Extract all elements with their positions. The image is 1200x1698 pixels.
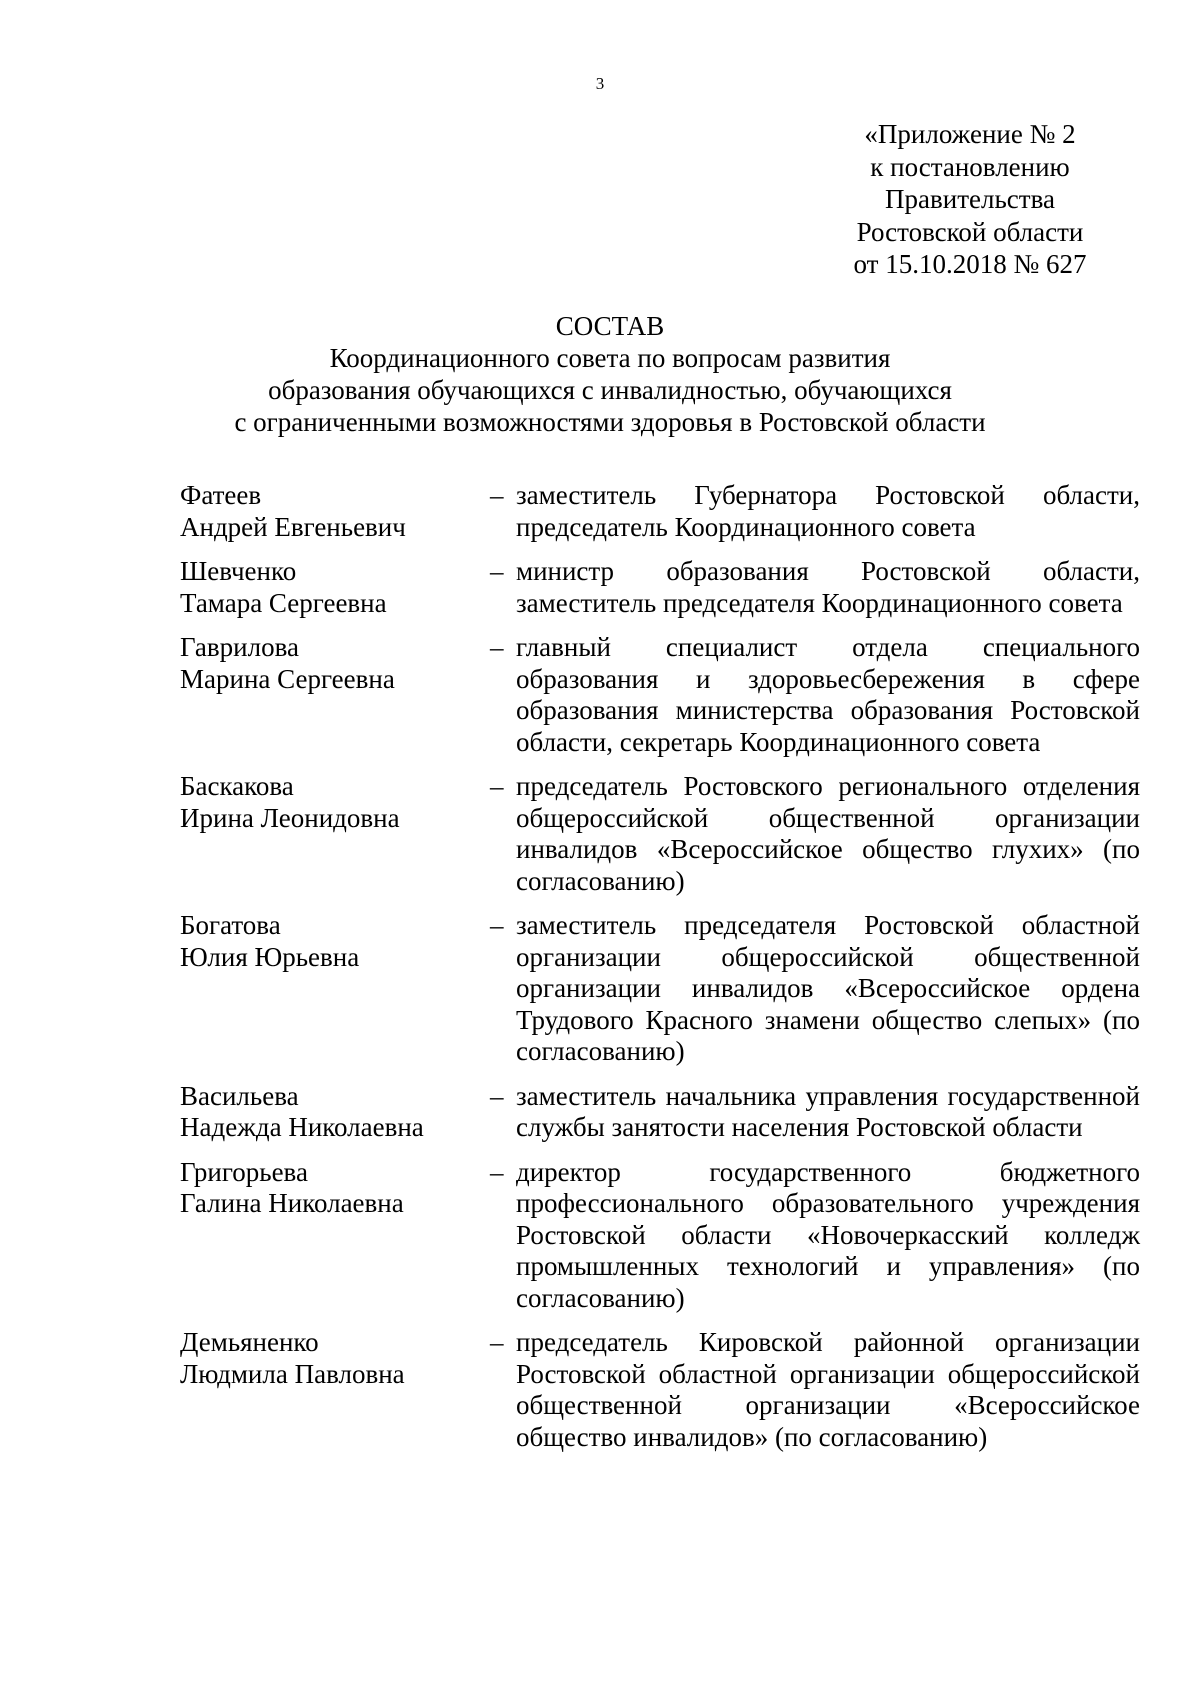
member-given-names: Тамара Сергеевна — [180, 587, 387, 618]
member-role: заместитель начальника управления государственной службы занятости населения Ростовской области — [516, 1080, 1140, 1142]
member-surname: Гаврилова — [180, 632, 299, 662]
member-given-names: Андрей Евгеньевич — [180, 511, 406, 542]
appendix-reference — [820, 118, 1120, 281]
appendix-line: «Приложение № 2 — [864, 119, 1076, 149]
member-surname: Фатеев — [180, 480, 262, 510]
member-entry — [180, 910, 1140, 1068]
member-dash: – — [490, 556, 504, 586]
member-dash: – — [490, 1080, 504, 1111]
member-entry — [180, 771, 1140, 897]
document-subtitle-line: образования обучающихся с инвалидностью, обучающихся — [268, 375, 952, 405]
page-number: 3 — [595, 74, 605, 93]
document-title: СОСТАВ — [555, 311, 665, 341]
member-dash: – — [490, 1156, 504, 1187]
member-dash: – — [490, 1327, 504, 1357]
member-dash: – — [490, 910, 504, 940]
member-role: председатель Кировской районной организации Ростовской областной организации общероссийской общественной организации «Всероссийское общество инвалидов» (по согласованию) — [516, 1327, 1140, 1452]
document-subtitle-line: с ограниченными возможностями здоровья в Ростовской области — [234, 407, 986, 437]
member-name — [180, 632, 490, 758]
member-name — [180, 1327, 490, 1453]
member-dash: – — [490, 632, 504, 662]
member-entry — [180, 556, 1140, 619]
member-role: министр образования Ростовской области, заместитель председателя Координационного совета — [516, 556, 1140, 618]
appendix-line: Ростовской области — [856, 216, 1084, 247]
member-entry — [180, 1157, 1140, 1315]
appendix-line: Правительства — [885, 184, 1055, 214]
member-given-names: Юлия Юрьевна — [180, 941, 360, 972]
member-given-names: Марина Сергеевна — [180, 663, 395, 694]
member-name — [180, 910, 490, 1068]
member-entry — [180, 480, 1140, 543]
member-given-names: Галина Николаевна — [180, 1188, 404, 1218]
appendix-line: от 15.10.2018 № 627 — [853, 249, 1087, 279]
member-dash: – — [490, 480, 504, 510]
member-name — [180, 480, 490, 543]
member-entry — [180, 1081, 1140, 1144]
member-role: заместитель Губернатора Ростовской области, председатель Координационного совета — [516, 480, 1140, 542]
member-surname: Демьяненко — [180, 1327, 319, 1357]
member-surname: Васильева — [180, 1080, 299, 1111]
member-surname: Баскакова — [180, 771, 294, 801]
members-list — [180, 480, 1140, 1466]
member-given-names: Людмила Павловна — [180, 1358, 405, 1389]
member-given-names: Надежда Николаевна — [180, 1112, 424, 1142]
member-surname: Шевченко — [180, 556, 297, 586]
appendix-line: к постановлению — [870, 151, 1070, 182]
document-title-block — [150, 310, 1070, 438]
member-role: директор государственного бюджетного профессионального образовательного учреждения Ростовской области «Новочеркасский колледж промышленных технологий и управления» (по согласованию) — [516, 1156, 1140, 1313]
member-name — [180, 1157, 490, 1315]
member-name — [180, 771, 490, 897]
member-role: председатель Ростовского регионального отделения общероссийской общественной организации инвалидов «Всероссийское общество глухих» (по согласованию) — [516, 771, 1140, 896]
member-name — [180, 556, 490, 619]
document-subtitle-line: Координационного совета по вопросам развития — [329, 343, 891, 373]
member-name — [180, 1081, 490, 1144]
member-surname: Богатова — [180, 910, 281, 940]
member-given-names: Ирина Леонидовна — [180, 802, 400, 833]
member-surname: Григорьева — [180, 1156, 308, 1187]
member-entry — [180, 1327, 1140, 1453]
member-entry — [180, 632, 1140, 758]
member-dash: – — [490, 771, 504, 801]
member-role: заместитель председателя Ростовской областной организации общероссийской общественной организации инвалидов «Всероссийское ордена Трудового Красного знамени общество слепых» (по согласованию) — [516, 910, 1140, 1066]
member-role: главный специалист отдела специального образования и здоровьесбережения в сфере образования министерства образования Ростовской области, секретарь Координационного совета — [516, 632, 1140, 757]
